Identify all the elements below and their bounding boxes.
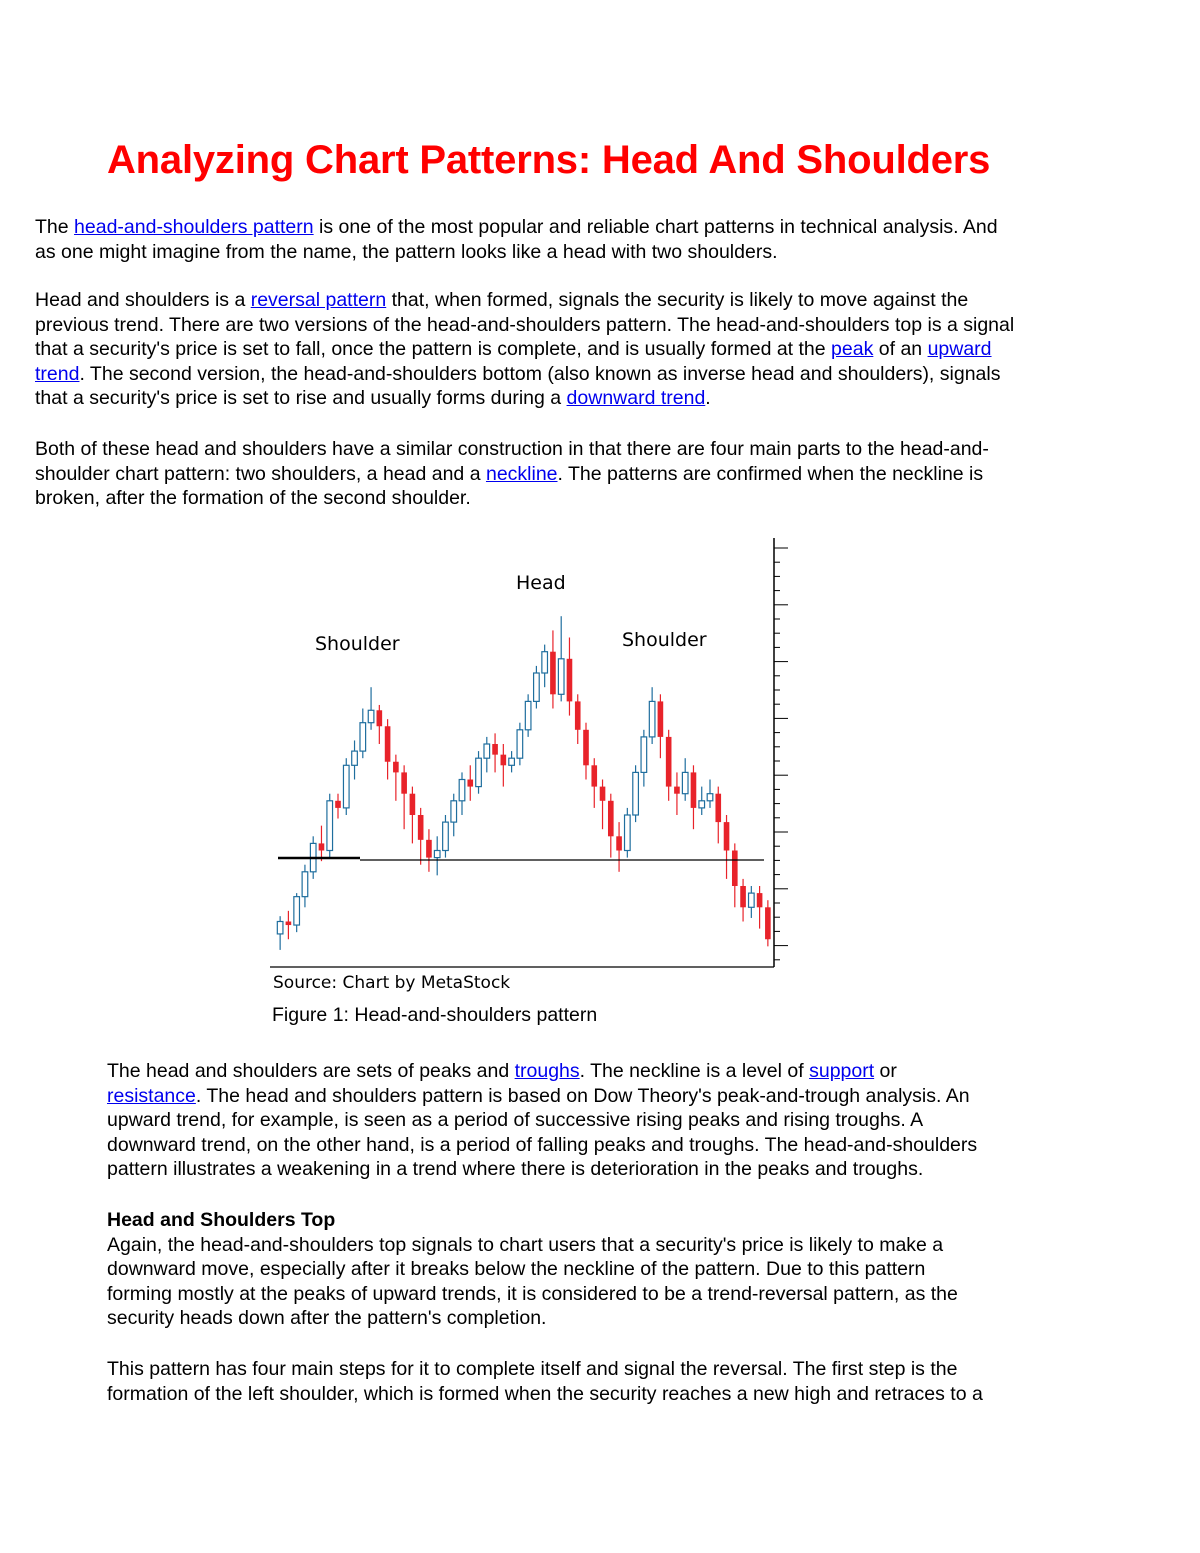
downward-trend-link[interactable]: downward trend (566, 387, 706, 410)
head-label: Head (516, 572, 566, 594)
candle-body (765, 907, 771, 939)
left-shoulder-label: Shoulder (315, 633, 400, 655)
candle-body (608, 801, 614, 837)
candle-body (410, 794, 416, 815)
reversal-paragraph: Head and shoulders is a reversal pattern that, when formed, signals the security is likely to move against the previous trend. There are two versions of the head-and-shoulders pattern. The head-and-shoulders top is a signal that a security's price is set to fall, once the pattern is complete, and is usually formed at the peak of an upward trend. The second version, the head-and-shoulders bottom (also known as inverse head and shoulders), signals that a security's price is set to rise and usually forms during a downward trend. (35, 289, 1015, 410)
upward-trend-link[interactable]: upward (927, 338, 992, 361)
candle-body (567, 659, 573, 702)
candle-body (658, 701, 664, 737)
candle-body (434, 851, 440, 858)
candle-body (600, 787, 606, 801)
candle-body (385, 726, 391, 762)
candle-body (649, 701, 655, 737)
section-heading: Head and Shoulders Top (107, 1209, 336, 1231)
candle-body (682, 772, 688, 793)
candle-body (509, 758, 515, 765)
candle-body (757, 893, 763, 907)
candle-body (459, 780, 465, 801)
candle-body (492, 744, 498, 755)
candle-body (525, 701, 531, 729)
candle-body (360, 723, 366, 751)
chart-source-label: Source: Chart by MetaStock (273, 973, 511, 993)
right-shoulder-label: Shoulder (622, 629, 707, 651)
candle-body (558, 659, 564, 695)
intro-paragraph: The head-and-shoulders pattern is one of the most popular and reliable chart patterns in technical analysis. And as one might imagine from the name, the pattern looks like a head with two shoulders. (35, 216, 998, 263)
candle-body (591, 765, 597, 786)
candle-body (277, 922, 283, 934)
support-link[interactable]: support (809, 1060, 875, 1082)
candle-body (534, 673, 540, 701)
resistance-link[interactable]: resistance (107, 1084, 196, 1107)
candle-body (550, 652, 556, 695)
candle-body (426, 840, 432, 858)
candle-body (467, 780, 473, 787)
troughs-paragraph: The head and shoulders are sets of peaks and troughs. The neckline is a level of support or resistance. The head and shoulders pattern is based on Dow Theory's peak-and-trough analysis. An upward trend, for example, is seen as a period of successive rising peaks and rising troughs. A downward trend, on the other hand, is a period of falling peaks and troughs. The head-and-shoulders pattern illustrates a weakening in a trend where there is deterioration in the peaks and troughs. (107, 1060, 978, 1181)
candle-body (666, 737, 672, 787)
candle-body (542, 652, 548, 673)
candle-body (302, 872, 308, 897)
candle-body (451, 801, 457, 822)
reversal-pattern-link[interactable]: reversal pattern (250, 289, 387, 311)
candle-body (740, 886, 746, 907)
page-title: Analyzing Chart Patterns: Head And Shoulders (107, 138, 991, 182)
candle-body (319, 843, 325, 850)
candle-body (443, 822, 449, 850)
candle-body (476, 758, 482, 786)
candle-body (691, 772, 697, 808)
candles-layer (277, 616, 770, 950)
neckline-link[interactable]: neckline (485, 462, 558, 485)
candle-body (377, 710, 383, 726)
candle-body (484, 744, 490, 758)
candle-body (501, 755, 507, 766)
candle-body (715, 794, 721, 822)
candle-body (749, 893, 755, 907)
candle-body (633, 772, 639, 815)
head-and-shoulders-chart (260, 532, 800, 997)
y-axis-ticks (774, 548, 788, 960)
construction-paragraph: Both of these head and shoulders have a similar construction in that there are four main parts to the head-and- shoulder chart pattern: two shoulders, a head and a neckline. The patterns are confirmed when the neckline is broken, after the formation of the second shoulder. (35, 438, 989, 510)
head-and-shoulders-pattern-link[interactable]: head-and-shoulders pattern (74, 216, 314, 238)
candle-body (583, 730, 589, 766)
candle-body (368, 710, 374, 722)
candle-body (707, 794, 713, 801)
candle-body (418, 815, 424, 840)
hs-top-section: Head and Shoulders Top Again, the head-and-shoulders top signals to chart users that a security's price is likely to make a downward move, especially after it breaks below the neckline of the pattern. Due to this pattern forming mostly at the peaks of upward trends, it is considered to be a trend-reversal pattern, as the security heads down after the pattern's completion. (107, 1208, 1200, 1331)
troughs-link[interactable]: troughs (514, 1060, 580, 1082)
peak-link[interactable]: peak (831, 338, 874, 361)
candle-body (625, 815, 631, 851)
figure-caption: Figure 1: Head-and-shoulders pattern (272, 1004, 598, 1026)
candle-body (393, 762, 399, 773)
candle-body (343, 765, 349, 808)
candle-body (641, 737, 647, 773)
candle-body (401, 772, 407, 793)
candle-body (352, 751, 358, 765)
steps-paragraph: This pattern has four main steps for it to complete itself and signal the reversal. The first step is the formation of the left shoulder, which is formed when the security reaches a new high and retraces to a (107, 1358, 983, 1405)
candle-body (517, 730, 523, 758)
candle-body (294, 897, 300, 925)
candle-body (286, 922, 292, 926)
candle-body (699, 801, 705, 808)
candle-body (732, 851, 738, 887)
candle-body (616, 836, 622, 850)
candle-body (335, 801, 341, 808)
candle-body (575, 701, 581, 729)
candle-body (674, 787, 680, 794)
candle-body (724, 822, 730, 850)
upward-trend-link-cont[interactable]: trend (35, 362, 80, 385)
candle-body (327, 801, 333, 851)
